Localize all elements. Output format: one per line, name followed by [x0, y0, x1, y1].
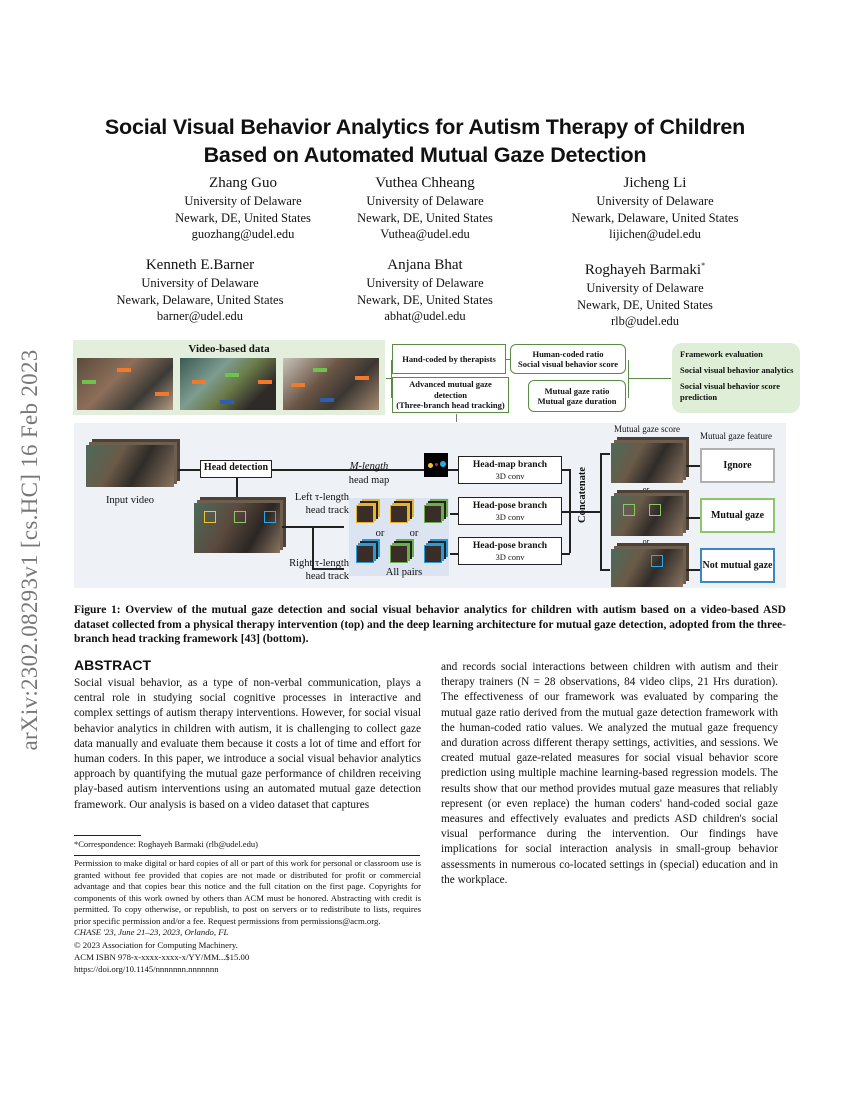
head-bbox: [234, 511, 246, 523]
author-affiliation: University of Delaware: [141, 276, 259, 290]
correspondence-footnote: *Correspondence: Roghayeh Barmaki (rlb@udel.edu): [74, 839, 258, 849]
advanced-detection-box: Advanced mutual gaze detection (Three-branch head tracking): [392, 377, 509, 413]
author-email[interactable]: Vuthea@udel.edu: [380, 227, 470, 241]
connector-line: [629, 378, 671, 379]
score-frame-not-mutual: [611, 549, 683, 587]
outcome-score-prediction: Social visual behavior score prediction: [680, 381, 781, 402]
isbn: ACM ISBN 978-x-xxxx-xxxx-x/YY/MM...$15.00: [74, 952, 250, 962]
annotation-tag: [320, 398, 334, 402]
divider-tick: [456, 414, 457, 422]
or-label: or: [642, 537, 650, 546]
hand-coded-box: Hand-coded by therapists: [392, 344, 506, 374]
right-clip-blue: [424, 545, 442, 563]
head-bbox: [204, 511, 216, 523]
permission-notice: Permission to make digital or hard copies of all or part of this work for personal or classroom use is granted without fee provided that copies are not made or distributed for profit or commercial advantage and that copies bear this notice and the full citation on the first page. Copyrights for components of this work owned by others than ACM must be honored. Abstracting with credit is permitted. To copy otherwise, or republish, to post on servers or to redistribute to lists, requires prior specific permission and/or a fee. Request permissions from permissions@acm.org.: [74, 858, 421, 926]
score-frame-mutual: [611, 496, 683, 536]
mutual-gaze-score-label: Mutual gaze score: [614, 424, 680, 434]
author-affiliation: University of Delaware: [184, 194, 302, 208]
author-email[interactable]: rlb@udel.edu: [610, 314, 680, 328]
video-based-data-panel: [73, 340, 385, 415]
arrow: [600, 453, 602, 570]
head-track-frames: [194, 503, 280, 553]
annotation-tag: [313, 368, 327, 372]
permission-rule: [74, 855, 420, 856]
author-name: Zhang Guo: [209, 175, 277, 191]
arrow: [600, 569, 610, 571]
outcome-analytics: Social visual behavior analytics: [680, 365, 794, 375]
arrow: [236, 478, 238, 498]
arrow: [686, 465, 700, 467]
arrow: [450, 513, 458, 515]
annotation-tag: [291, 383, 305, 387]
author-location: Newark, Delaware, United States: [571, 210, 739, 225]
arrow: [450, 553, 458, 555]
arrow: [686, 569, 700, 571]
author-email[interactable]: barner@udel.edu: [156, 309, 244, 323]
left-track-label: Left τ-length head track: [294, 492, 349, 516]
outcome-framework-evaluation: Framework evaluation: [680, 349, 763, 359]
feature-ignore-box: Ignore: [700, 448, 775, 483]
input-video-label: Input video: [105, 495, 155, 506]
abstract-heading: ABSTRACT: [74, 657, 151, 673]
footnote-rule: [74, 835, 141, 836]
outcomes-panel: [672, 343, 800, 413]
figure-caption: Figure 1: Overview of the mutual gaze detection and social visual behavior analytics for children with autism based on a video-based ASD dataset collected from a physical therapy intervention (top) and the deep learning architecture for mutual gaze detection, adopted from the three-branch head tracking framework [43] (bottom).: [74, 604, 786, 646]
asterisk-mark: *: [701, 261, 706, 270]
author-email[interactable]: lijichen@udel.edu: [609, 227, 701, 241]
author-location: Newark, DE, United States: [577, 297, 713, 312]
therapy-video-frame-1: [77, 358, 173, 410]
author-name: Roghayeh Barmaki*: [584, 261, 706, 278]
author-name: Anjana Bhat: [387, 257, 463, 273]
title-line-1: Social Visual Behavior Analytics for Autism Therapy of Children: [104, 115, 746, 139]
author-email[interactable]: abhat@udel.edu: [384, 309, 466, 323]
or-label: or: [375, 528, 385, 539]
author-location: Newark, Delaware, United States: [116, 292, 284, 307]
author-affiliation: University of Delaware: [366, 194, 484, 208]
author-block: [75, 256, 325, 325]
arrow: [600, 453, 610, 455]
author-affiliation: University of Delaware: [366, 276, 484, 290]
annotation-tag: [355, 376, 369, 380]
abstract-col-1: Social visual behavior, as a type of non-verbal communication, plays a central role in studying social cognitive processes in interactive and complex settings of autism therapy interventions. However, for social visual behavior analytics in children with autism, it is challenging to collect gaze data manually and evaluate them because it costs a lot of time and effort for human coders. In this paper, we introduce a social visual behavior analytics approach by quantifying the mutual gaze performance of children receiving play-based autism interventions using an automated mutual gaze detection framework. Our analysis is based on a video dataset that captures: [74, 677, 421, 811]
author-affiliation: University of Delaware: [596, 194, 714, 208]
author-block: [520, 256, 770, 330]
human-coded-ratio-box: Human-coded ratio Social visual behavior score: [510, 344, 626, 374]
therapy-video-frame-2: [180, 358, 276, 410]
author-name: Vuthea Chheang: [375, 175, 475, 191]
input-video-frames: [86, 445, 174, 487]
author-location: Newark, DE, United States: [357, 292, 493, 307]
feature-mutual-gaze-box: Mutual gaze: [700, 498, 775, 533]
head-pose-branch-box-left: Head-pose branch 3D conv: [458, 497, 562, 525]
head-map-thumbnail: [424, 453, 448, 477]
head-map-branch-box: Head-map branch 3D conv: [458, 456, 562, 484]
mutual-gaze-ratio-box: Mutual gaze ratio Mutual gaze duration: [528, 380, 626, 412]
arrow: [448, 469, 458, 471]
left-clip-yellow: [356, 505, 374, 523]
annotation-tag: [192, 380, 206, 384]
annotation-tag: [225, 373, 239, 377]
copyright-notice: © 2023 Association for Computing Machinery.: [74, 940, 238, 950]
author-email[interactable]: guozhang@udel.edu: [191, 227, 295, 241]
mutual-gaze-feature-label: Mutual gaze feature: [700, 431, 772, 441]
doi-link[interactable]: https://doi.org/10.1145/nnnnnnn.nnnnnnn: [74, 964, 219, 974]
left-clip-yellow: [390, 505, 408, 523]
abstract-col-2: and records social interactions between children with autism and their therapy trainers (N = 28 observations, 84 video clips, 21 Hrs duration). The effectiveness of our framework was evaluated by comparing the mutual gaze ratio derived from the mutual gaze detection framework with the human-coded ratio values. We analyzed the mutual gaze frequency and duration across different therapy settings, activities, and sessions. We created mutual gaze-related measures for social visual behavior score prediction using multiple machine learning-based regression models. The results show that our method provides mutual gaze measures that reliably represent (or even replace) the human coders' hand-coded social gaze measures and effectively evaluates and predicts ASD children's social visual performance during the intervention. Our findings have implications for social interaction analysis in small-group behavior assessments in numerous co-located settings in (special) education and in the workplace.: [441, 661, 778, 886]
author-location: Newark, DE, United States: [175, 210, 311, 225]
right-clip-blue: [356, 545, 374, 563]
head-detection-box: Head detection: [200, 460, 272, 478]
author-location: Newark, DE, United States: [357, 210, 493, 225]
annotation-tag: [258, 380, 272, 384]
arxiv-stamp: arXiv:2302.08293v1 [cs.HC] 16 Feb 2023: [17, 349, 42, 751]
author-name: Kenneth E.Barner: [145, 257, 255, 273]
annotation-tag: [82, 380, 96, 384]
or-label: or: [409, 528, 419, 539]
score-frame-ignore: [611, 443, 683, 483]
right-clip-green: [390, 545, 408, 563]
left-clip-green: [424, 505, 442, 523]
author-affiliation: University of Delaware: [586, 281, 704, 295]
therapy-video-frame-3: [283, 358, 379, 410]
annotation-tag: [220, 400, 234, 404]
author-block: [530, 174, 780, 243]
author-name: Jicheng Li: [623, 175, 687, 191]
or-label: or: [642, 485, 650, 494]
author-block: [300, 256, 550, 325]
title-line-2: Based on Automated Mutual Gaze Detection: [203, 143, 647, 167]
arrow: [562, 553, 570, 555]
author-block: [300, 174, 550, 243]
right-track-label: Right τ-length head track: [289, 558, 349, 582]
head-map-label: head map: [348, 475, 390, 486]
figure-bottom-architecture: [74, 423, 786, 588]
arrow: [178, 469, 200, 471]
head-pose-branch-box-right: Head-pose branch 3D conv: [458, 537, 562, 565]
arrow: [686, 517, 700, 519]
paper-title: [40, 113, 810, 169]
concatenate-label: Concatenate: [577, 467, 588, 523]
feature-not-mutual-gaze-box: Not mutual gaze: [700, 548, 775, 583]
conference-info: CHASE '23, June 21–23, 2023, Orlando, FL: [74, 927, 229, 937]
annotation-tag: [117, 368, 131, 372]
m-length-label: M-length: [349, 461, 389, 472]
video-based-data-label: Video-based data: [188, 343, 270, 355]
annotation-tag: [155, 392, 169, 396]
all-pairs-label: All pairs: [385, 567, 423, 578]
